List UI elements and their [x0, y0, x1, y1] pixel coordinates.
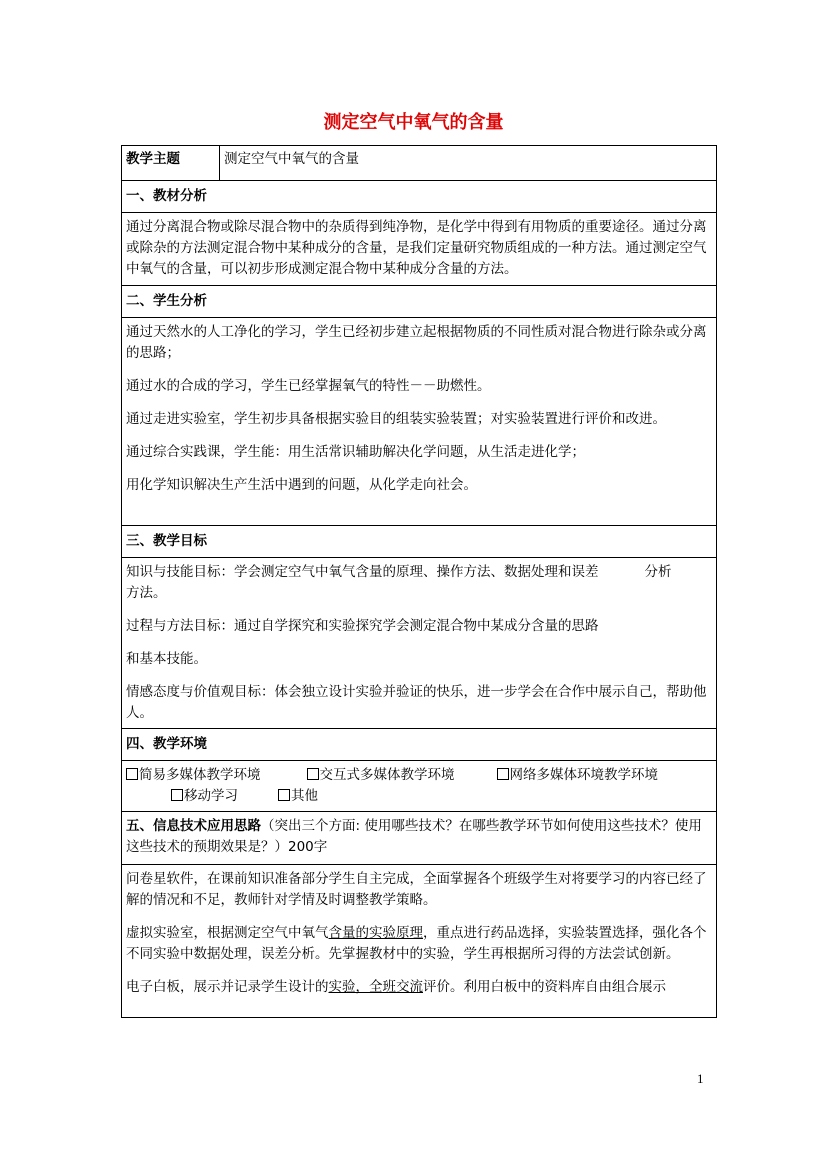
checkbox-icon — [307, 768, 319, 780]
it-questionnaire: 问卷星软件，在课前知识准备部分学生自主完成，全面掌握各个班级学生对将要学习的内容已经了解的情况和不足，教师针对学情及时调整教学策略。 — [126, 871, 707, 908]
section-body-environment — [122, 761, 717, 812]
objective-process-cont: 和基本技能。 — [126, 651, 207, 667]
checkbox-icon — [126, 768, 138, 780]
page-number: 1 — [697, 1071, 704, 1086]
topic-row — [122, 146, 717, 181]
env-option-other[interactable]: 其他 — [278, 788, 318, 804]
section-body-textbook — [122, 213, 717, 286]
it-virtual-lab: 虚拟实验室，根据测定空气中氧气含量的实验原理，重点进行药品选择，实验装置选择，强化各个不同实验中数据处理，误差分析。先掌握教材中的实验，学生再根据所习得的方法尝试创新。 — [126, 925, 707, 962]
lesson-plan-table — [121, 145, 717, 1018]
section-body-students — [122, 318, 717, 526]
objective-knowledge: 知识与技能目标：学会测定空气中氧气含量的原理、操作方法、数据处理和误差 分析 方法。 — [126, 564, 672, 601]
document-title: 测定空气中氧气的含量 — [323, 112, 504, 133]
it-whiteboard: 电子白板，展示并记录学生设计的实验，全班交流评价。利用白板中的资料库自由组合展示 — [126, 979, 666, 995]
checkbox-icon — [278, 789, 290, 801]
student-analysis-p1: 通过天然水的人工净化的学习，学生已经初步建立起根据物质的不同性质对混合物进行除杂或分离的思路； — [126, 324, 707, 361]
section-heading-textbook: 一、教材分析 — [122, 181, 717, 213]
env-option-network[interactable]: 网络多媒体环境教学环境 — [497, 767, 659, 783]
env-option-mobile[interactable]: 移动学习 — [171, 788, 238, 804]
section-body-objectives — [122, 558, 717, 729]
student-analysis-p2: 通过水的合成的学习，学生已经掌握氧气的特性－－助燃性。 — [126, 378, 491, 394]
highlight-phrase: 或除尽混合物 — [220, 219, 302, 235]
section-heading-objectives: 三、教学目标 — [122, 526, 717, 558]
textbook-analysis-text: 通过分离混合物或除尽混合物中的杂质得到纯净物，是化学中得到有用物质的重要途径。通过分离或除杂的方法测定混合物中某种成分的含量，是我们定量研究物质组成的一种方法。通过测定空气中氧气的含量，可以初步形成测定混合物中某种成分含量的方法。 — [126, 219, 707, 277]
objective-process: 过程与方法目标：通过自学探究和实验探究学会测定混合物中某成分含量的思路 — [126, 618, 599, 634]
section-body-it-application — [122, 865, 717, 1018]
section-heading-environment: 四、教学环境 — [122, 729, 717, 761]
checkbox-icon — [171, 789, 183, 801]
objective-attitude: 情感态度与价值观目标：体会独立设计实验并验证的快乐，进一步学会在合作中展示自己，帮助他人。 — [126, 684, 707, 721]
section-heading-it-application: 五、信息技术应用思路（突出三个方面: 使用哪些技术？在哪些教学环节如何使用这些技术？使用这些技术的预期效果是？）200字 — [122, 812, 717, 865]
topic-label: 教学主题 — [122, 146, 220, 181]
environment-options — [126, 765, 712, 786]
topic-value: 测定空气中氧气的含量 — [220, 146, 717, 181]
student-analysis-p4: 通过综合实践课，学生能：用生活常识辅助解决化学问题，从生活走进化学； — [126, 444, 585, 460]
env-option-simple[interactable]: 简易多媒体教学环境 — [126, 767, 261, 783]
student-analysis-p3: 通过走进实验室，学生初步具备根据实验目的组装实验装置；对实验装置进行评价和改进。 — [126, 411, 666, 427]
section-heading-students: 二、学生分析 — [122, 286, 717, 318]
checkbox-icon — [497, 768, 509, 780]
it-application-note: （突出三个方面: 使用哪些技术？在哪些教学环节如何使用这些技术？使用这些技术的预期效果是？）200字 — [126, 818, 702, 855]
student-analysis-p5: 用化学知识解决生产生活中遇到的问题，从化学走向社会。 — [126, 477, 477, 493]
env-option-interactive[interactable]: 交互式多媒体教学环境 — [307, 767, 455, 783]
